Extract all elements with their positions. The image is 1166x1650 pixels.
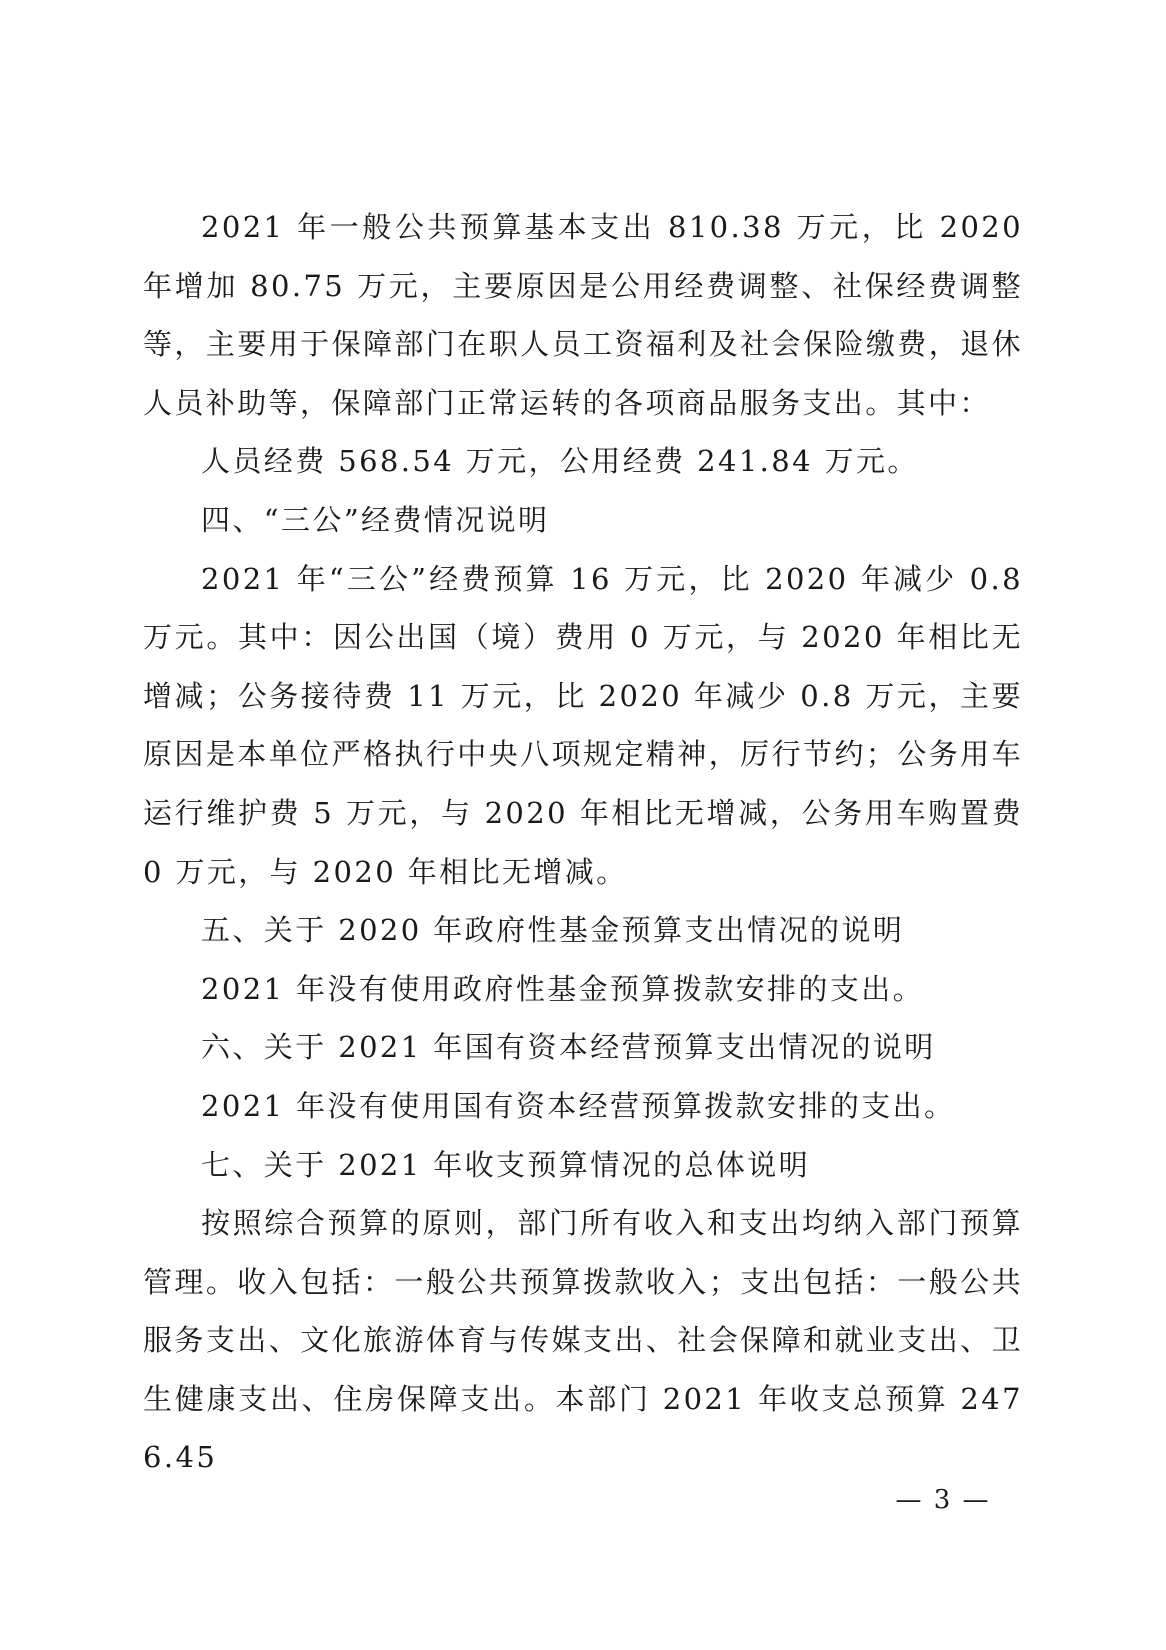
paragraph-state-capital-budget: 2021 年没有使用国有资本经营预算拨款安排的支出。 <box>201 1088 956 1123</box>
paragraph-personnel-public-funds: 人员经费 568.54 万元，公用经费 241.84 万元。 <box>201 444 919 479</box>
heading-state-capital-budget: 六、关于 2021 年国有资本经营预算支出情况的说明 <box>201 1030 936 1065</box>
heading-overall-budget: 七、关于 2021 年收支预算情况的总体说明 <box>201 1147 811 1182</box>
document-body <box>143 198 1023 1487</box>
paragraph-overall-budget: 按照综合预算的原则，部门所有收入和支出均纳入部门预算管理。收入包括：一般公共预算拨款收入；支出包括：一般公共服务支出、文化旅游体育与传媒支出、社会保障和就业支出、卫生健康支出、住房保障支出。本部门 2021 年收支总预算 2476.45 <box>143 1206 1023 1475</box>
heading-three-public-expenses: 四、“三公”经费情况说明 <box>201 502 550 537</box>
heading-government-fund-budget: 五、关于 2020 年政府性基金预算支出情况的说明 <box>201 913 905 948</box>
page-number: — 3 — <box>895 1485 991 1515</box>
paragraph-three-public-expenses: 2021 年“三公”经费预算 16 万元，比 2020 年减少 0.8 万元。其中：因公出国（境）费用 0 万元，与 2020 年相比无增减；公务接待费 11 万元，比 2020 年减少 0.8 万元，主要原因是本单位严格执行中央八项规定精神，厉行节约；公务用车运行维护费 5 万元，与 2020 年相比无增减，公务用车购置费 0 万元，与 2020 年相比无增减。 <box>143 561 1023 889</box>
paragraph-basic-expenditure: 2021 年一般公共预算基本支出 810.38 万元，比 2020 年增加 80.75 万元，主要原因是公用经费调整、社保经费调整等，主要用于保障部门在职人员工资福利及社会保险缴费，退休人员补助等，保障部门正常运转的各项商品服务支出。其中： <box>143 210 1023 420</box>
paragraph-government-fund-budget: 2021 年没有使用政府性基金预算拨款安排的支出。 <box>201 971 925 1006</box>
